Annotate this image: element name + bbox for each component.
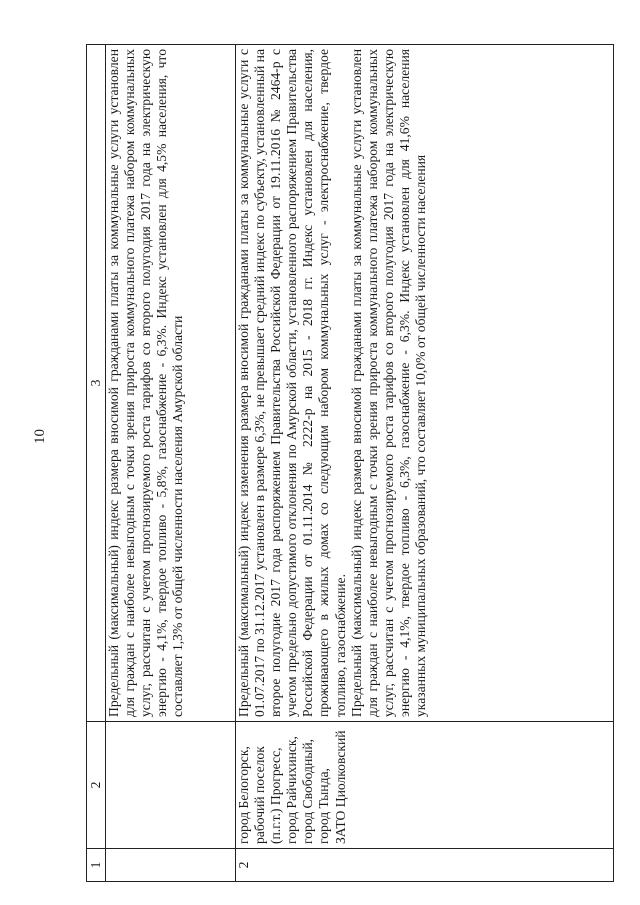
municipality-item: город Райчихинск, bbox=[284, 736, 300, 844]
municipality-item: город Свободный, bbox=[300, 738, 316, 844]
header-col-1: 1 bbox=[87, 849, 106, 882]
municipality-item: ЗАТО Циолковский bbox=[332, 730, 348, 844]
row-2-municipalities bbox=[236, 722, 614, 849]
row-2-number: 2 bbox=[236, 849, 614, 882]
tariff-table bbox=[86, 44, 614, 882]
table-row-2 bbox=[236, 45, 614, 882]
row-continuation-municipality-cell bbox=[106, 722, 236, 849]
municipality-item: город Тында, bbox=[316, 768, 332, 844]
row-2-paragraph-2: Предельный (максимальный) индекс размера вносимой гражданами платы за коммунальные услуги установлен для граждан с наиболее невыгодным с точки зрения прироста коммунального платежа набором коммунальных услуг, рассчитан с учетом прогнозируемого роста тарифов со второго полугодия 2017 года на электрическую энергию - 4,1%, твердое топливо - 6,3%, газоснабжение - 6,3%. Индекс установлен для 41,6% населения указанных муниципальных образований, что составляет 10,0% от общей численности населения bbox=[348, 49, 429, 717]
row-2-description bbox=[236, 45, 614, 722]
row-continuation-number-cell bbox=[106, 849, 236, 882]
table-row-continuation bbox=[106, 45, 236, 882]
table-header-row bbox=[87, 45, 106, 882]
municipality-item: рабочий поселок (п.г.т.) Прогресс, bbox=[252, 746, 284, 844]
header-col-3: 3 bbox=[87, 45, 106, 722]
row-2-paragraph-1: Предельный (максимальный) индекс изменения размера вносимой гражданами платы за коммунальные услуги с 01.07.2017 по 31.12.2017 установлен в размере 6,3%, не превышает средний индекс по субъекту, установленный на второе полугодие 2017 года распоряжением Правительства Российской Федерации от 19.11.2016 № 2464-р с учетом предельно допустимого отклонения по Амурской области, установленного распоряжением Правительства Российской Федерации от 01.11.2014 № 2222-р на 2015 - 2018 гг. Индекс установлен для населения, проживающего в жилых домах со следующим набором коммунальных услуг - электроснабжение, твердое топливо, газоснабжение. bbox=[236, 49, 348, 717]
municipality-item: город Белогорск, bbox=[236, 746, 251, 844]
rotated-table-container bbox=[86, 49, 614, 882]
row-continuation-text: Предельный (максимальный) индекс размера вносимой гражданами платы за коммунальные услуги установлен для граждан с наиболее невыгодным с точки зрения прироста коммунального платежа набором коммунальных услуг, рассчитан с учетом прогнозируемого роста тарифов со второго полугодия 2017 года на электрическую энергию - 4,1%, твердое топливо - 5,8%, газоснабжение - 6,3%. Индекс установлен для 4,5% населения, что составляет 1,3% от общей численности населения Амурской области bbox=[106, 49, 186, 717]
row-continuation-description-cell bbox=[106, 45, 236, 722]
header-col-2: 2 bbox=[87, 722, 106, 849]
page-number: 10 bbox=[32, 429, 48, 444]
